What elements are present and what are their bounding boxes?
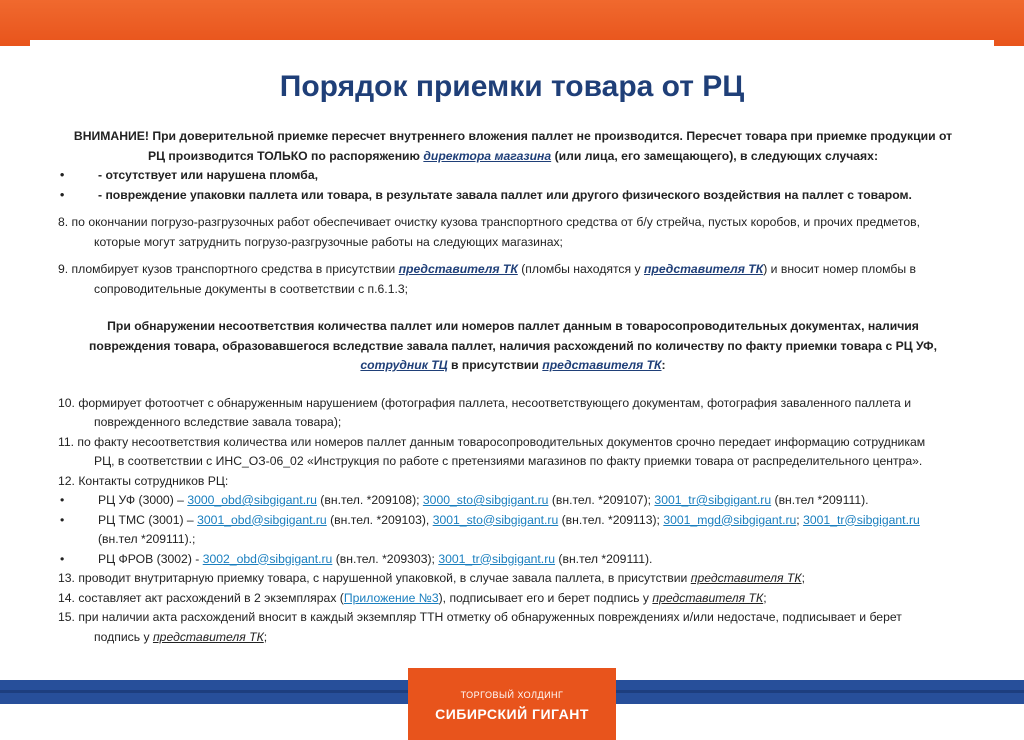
item-13: 13. проводит внутритарную приемку товара, с нарушенной упаковкой, в случае завала паллета, в присутствии представителя ТК;	[58, 571, 805, 585]
email-link[interactable]: 3002_obd@sibgigant.ru	[202, 551, 333, 566]
email-link[interactable]: 3001_tr@sibgigant.ru	[654, 493, 772, 507]
logo-subtitle: ТОРГОВЫЙ ХОЛДИНГ	[460, 690, 564, 700]
tk-rep-link[interactable]: представителя ТК	[398, 262, 518, 276]
tk-rep-link[interactable]: представителя ТК	[152, 629, 264, 644]
notice-paragraph: При обнаружении несоответствия количества паллет или номеров паллет данным в товаросопроводительных документах, наличия повреждения товара, образовавшегося вследствие завала паллет, наличия расхождений по количеству по факту приемки товара с РЦ УФ, сотрудник ТЦ в присутствии представителя ТК:	[89, 319, 937, 372]
attention-paragraph: ВНИМАНИЕ! При доверительной приемке пересчет внутреннего вложения паллет не производится. Пересчет товара при приемке продукции от РЦ производится ТОЛЬКО по распоряжению директора магазина (или лица, его замещающего), в следующих случаях:	[73, 129, 953, 163]
email-link[interactable]: 3001_tr@sibgigant.ru	[803, 512, 920, 527]
email-link[interactable]: 3001_tr@sibgigant.ru	[438, 551, 556, 566]
item-10-cont: поврежденного вследствие завала товара);	[94, 415, 342, 429]
director-link[interactable]: директора магазина	[423, 148, 552, 163]
email-link[interactable]: 3001_sto@sibgigant.ru	[432, 512, 559, 527]
contact-uf: • РЦ УФ (3000) – 3000_obd@sibgigant.ru (вн.тел. *209108); 3000_sto@sibgigant.ru (вн.тел. *209107); 3001_tr@sibgigant.ru (вн.тел *209111).	[58, 491, 968, 511]
email-link[interactable]: 3000_sto@sibgigant.ru	[422, 493, 549, 507]
tk-rep-link[interactable]: представителя ТК	[652, 590, 764, 605]
item-9: 9. пломбирует кузов транспортного средства в присутствии представителя ТК (пломбы находятся у представителя ТК) и вносит номер пломбы в	[58, 262, 916, 276]
email-link[interactable]: 3001_obd@sibgigant.ru	[197, 512, 327, 527]
company-logo	[408, 668, 616, 740]
bullet-icon: •	[60, 551, 65, 566]
item-14: 14. составляет акт расхождений в 2 экземплярах (Приложение №3), подписывает его и берет подпись у представителя ТК;	[58, 590, 767, 605]
tk-rep-link[interactable]: представителя ТК	[542, 358, 662, 372]
tc-employee-link[interactable]: сотрудник ТЦ	[360, 358, 448, 372]
page-title: Порядок приемки товара от РЦ	[279, 70, 745, 103]
contact-tms: • РЦ ТМС (3001) – 3001_obd@sibgigant.ru (вн.тел. *209103), 3001_sto@sibgigant.ru (вн.тел. *209113); 3001_mgd@sibgigant.ru; 3001_tr@sibgigant.ru (вн.тел *209111).;	[60, 512, 920, 546]
tk-rep-link[interactable]: представителя ТК	[690, 571, 802, 585]
bullet-icon: •	[60, 187, 65, 202]
bullet-icon: •	[60, 512, 65, 527]
contact-frov: • РЦ ФРОВ (3002) - 3002_obd@sibgigant.ru (вн.тел. *209303); 3001_tr@sibgigant.ru (вн.тел *209111).	[58, 550, 968, 570]
item-15-cont: подпись у представителя ТК;	[94, 629, 268, 644]
top-orange-bar	[0, 0, 1024, 46]
bullet-item: • - повреждение упаковки паллета или товара, в результате завала паллет или другого физического воздействия на паллет с товаром.	[58, 186, 968, 206]
item-11: 11. по факту несоответствия количества или номеров паллет данным товаросопроводительных документов срочно передает информацию сотрудникам	[58, 434, 926, 449]
bullet-icon: •	[60, 168, 65, 182]
tk-rep-link[interactable]: представителя ТК	[643, 262, 764, 276]
item-11-cont: РЦ, в соответствии с ИНС_ОЗ-06_02 «Инструкция по работе с претензиями магазинов по факту приемки товара от распределительного центра».	[94, 454, 923, 468]
item-8-cont: которые могут затруднить погрузо-разгрузочные работы на следующих магазинах;	[94, 234, 563, 249]
item-9-cont: сопроводительные документы в соответствии с п.6.1.3;	[94, 281, 409, 296]
logo-title: СИБИРСКИЙ ГИГАНТ	[435, 706, 589, 722]
item-12: 12. Контакты сотрудников РЦ:	[58, 473, 229, 488]
item-8: 8. по окончании погрузо-разгрузочных работ обеспечивает очистку кузова транспортного средства от б/у стрейча, пустых коробов, и прочих предметов,	[58, 215, 920, 229]
item-10: 10. формирует фотоотчет с обнаруженным нарушением (фотография паллета, несоответствующего документам, фотография заваленного паллета и	[58, 395, 912, 410]
document-body	[58, 127, 968, 647]
appendix-link[interactable]: Приложение №3	[343, 590, 439, 605]
email-link[interactable]: 3001_mgd@sibgigant.ru	[663, 512, 797, 527]
bullet-icon: •	[60, 493, 65, 507]
bullet-item: • - отсутствует или нарушена пломба,	[58, 166, 968, 186]
item-15: 15. при наличии акта расхождений вносит в каждый экземпляр ТТН отметку об обнаруженных повреждениях и/или недостаче, подписывает и берет	[58, 610, 902, 624]
email-link[interactable]: 3000_obd@sibgigant.ru	[187, 493, 317, 507]
